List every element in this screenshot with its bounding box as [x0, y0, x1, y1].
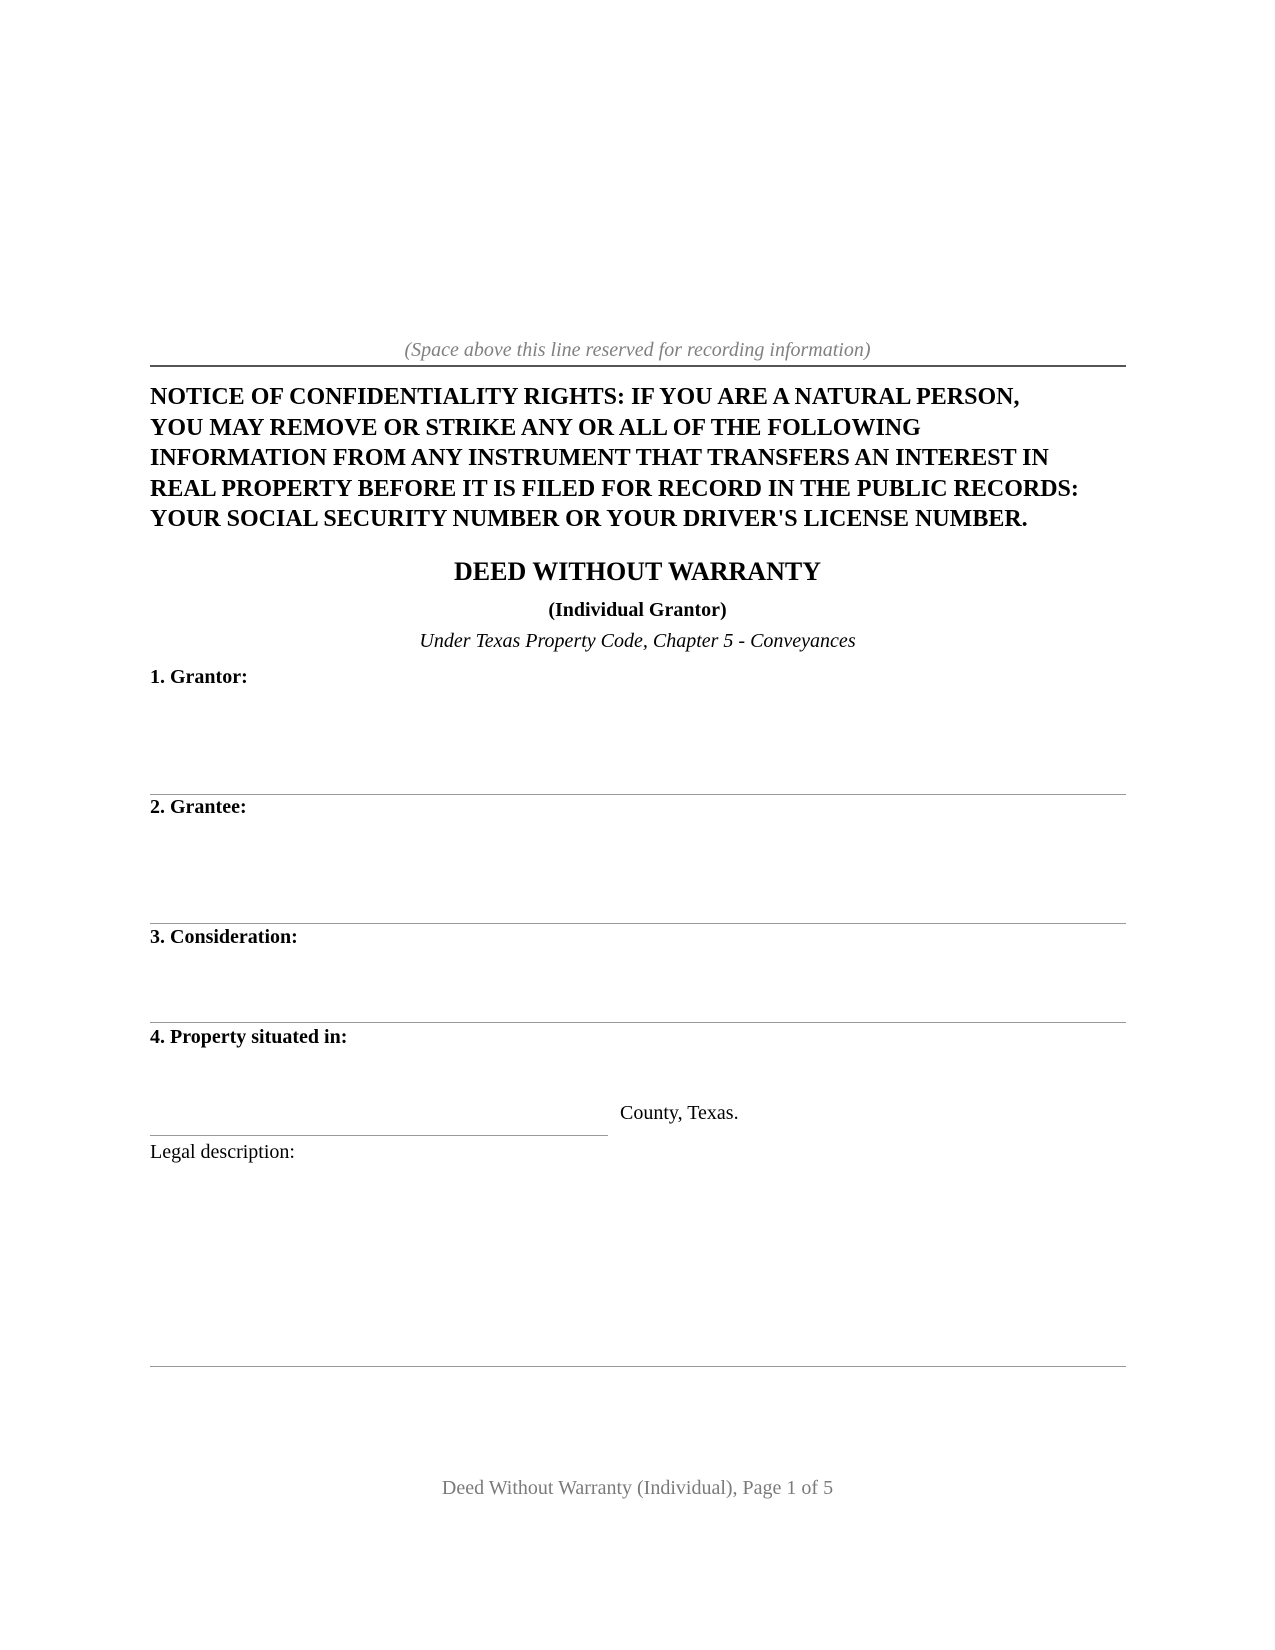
notice-line: YOUR SOCIAL SECURITY NUMBER OR YOUR DRIVER'S LICENSE NUMBER. — [150, 506, 1028, 532]
recording-divider-line — [150, 365, 1126, 367]
county-suffix-text: County, Texas. — [620, 1102, 739, 1124]
notice-line: YOU MAY REMOVE OR STRIKE ANY OR ALL OF THE FOLLOWING — [150, 414, 921, 441]
county-fill-line[interactable] — [150, 1135, 608, 1136]
notice-line: REAL PROPERTY BEFORE IT IS FILED FOR RECORD IN THE PUBLIC RECORDS: — [150, 475, 1079, 502]
consideration-label: 3. Consideration: — [150, 926, 298, 948]
grantor-label: 1. Grantor: — [150, 666, 248, 688]
statute-reference: Under Texas Property Code, Chapter 5 - Conveyances — [419, 630, 856, 652]
document-subtitle: (Individual Grantor) — [548, 599, 727, 621]
confidentiality-notice — [150, 382, 1130, 535]
page-footer: Deed Without Warranty (Individual), Page 1 of 5 — [441, 1477, 834, 1499]
consideration-fill-line[interactable] — [150, 1022, 1126, 1023]
legal-description-fill-line[interactable] — [150, 1366, 1126, 1367]
notice-line: INFORMATION FROM ANY INSTRUMENT THAT TRANSFERS AN INTEREST IN — [150, 445, 1049, 471]
document-title: DEED WITHOUT WARRANTY — [454, 557, 821, 586]
grantee-label: 2. Grantee: — [150, 796, 247, 818]
recording-reserved-note: (Space above this line reserved for recording information) — [404, 339, 871, 361]
grantor-fill-line[interactable] — [150, 794, 1126, 795]
notice-line: NOTICE OF CONFIDENTIALITY RIGHTS: IF YOU ARE A NATURAL PERSON, — [150, 384, 1020, 410]
property-location-label: 4. Property situated in: — [150, 1026, 348, 1048]
legal-description-label: Legal description: — [150, 1141, 295, 1163]
